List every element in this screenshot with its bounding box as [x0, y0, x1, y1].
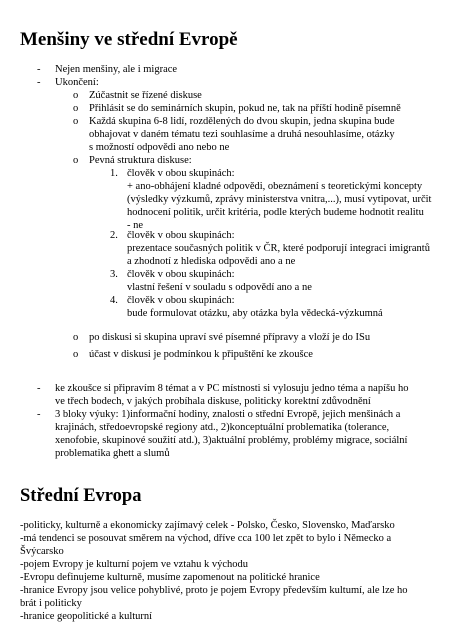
dash-marker: - — [37, 383, 41, 394]
circle-marker: o — [73, 116, 79, 127]
step-line: - ne — [127, 220, 144, 231]
bullet-zkouska-line: ve třech bodech, v jakých probíhala diskuse, politicky korektní zdůvodnění — [55, 396, 371, 407]
step-line: prezentace současných politik v ČR, které podporují integraci imigrantů — [127, 243, 430, 254]
item-prihlasit: Přihlásit se do seminárních skupin, pokud ne, tak na příští hodině písemně — [89, 103, 401, 114]
step-line: člověk v obou skupinách: — [127, 230, 235, 241]
paragraph-line: -Evropu definujeme kulturně, musíme zapomenout na politické hranice — [20, 572, 320, 583]
item-struktura: Pevná struktura diskuse: — [89, 155, 192, 166]
item-skupina-line: Každá skupina 6-8 lidí, rozdělených do dvou skupin, jedna skupina bude — [89, 116, 395, 127]
bullet-bloky-line: problematika ghett a slumů — [55, 448, 170, 459]
circle-marker: o — [73, 332, 79, 343]
bullet-migrace: Nejen menšiny, ale i migrace — [55, 64, 178, 75]
step-line: člověk v obou skupinách: — [127, 168, 235, 179]
circle-marker: o — [73, 349, 79, 360]
bullet-bloky-line: 3 bloky výuky: 1)informační hodiny, znalosti o střední Evropě, jejich menšinách a — [55, 409, 401, 420]
paragraph-line: -hranice geopolitické a kulturní — [20, 611, 153, 622]
item-skupina-line: obhajovat v daném tématu tezi souhlasíme a druhá nesouhlasíme, otázky — [89, 129, 395, 140]
step-line: hodnocení politik, určit kritéria, podle kterých budeme hodnotit realitu — [127, 207, 424, 218]
dash-marker: - — [37, 77, 41, 88]
bullet-zkouska-line: ke zkoušce si připravím 8 témat a v PC místnosti si vylosuju jedno téma a napíšu ho — [55, 383, 409, 394]
dash-marker: - — [37, 409, 41, 420]
bullet-bloky-line: krajinách, středoevropské regiony atd., 2)konceptuální problematika (tolerance, — [55, 422, 390, 433]
paragraph-line: -pojem Evropy je kulturní pojem ve vztahu k východu — [20, 559, 249, 570]
step-line: člověk v obou skupinách: — [127, 269, 235, 280]
paragraph-line: brát i politicky — [20, 598, 82, 609]
paragraph-line: Švýcarsko — [20, 546, 64, 557]
step-line: a zhodnotí z hlediska odpovědi ano a ne — [127, 256, 296, 267]
section-title-mensiny: Menšiny ve střední Evropě — [20, 29, 238, 50]
step-number: 2. — [110, 230, 118, 241]
circle-marker: o — [73, 103, 79, 114]
step-line: vlastní řešení v souladu s odpovědí ano a ne — [127, 282, 312, 293]
step-line: člověk v obou skupinách: — [127, 295, 235, 306]
circle-marker: o — [73, 155, 79, 166]
bullet-bloky-line: xenofobie, skupinové soužití atd.), 3)aktuální problémy, problémy migrace, sociální — [55, 435, 408, 446]
paragraph-line: -politicky, kulturně a ekonomicky zajímavý celek - Polsko, Česko, Slovensko, Maďarsko — [20, 520, 395, 531]
paragraph-line: -hranice Evropy jsou velice pohyblivé, proto je pojem Evropy především kultumí, ale lze ho — [20, 585, 408, 596]
bullet-ukonceni: Ukončení: — [55, 77, 99, 88]
step-number: 1. — [110, 168, 118, 179]
dash-marker: - — [37, 64, 41, 75]
paragraph-line: -má tendenci se posouvat směrem na východ, dříve cca 100 let zpět to bylo i Německo a — [20, 533, 392, 544]
step-line: (výsledky výzkumů, zprávy ministerstva vnitra,...), musí vytipovat, určit — [127, 194, 432, 205]
step-number: 4. — [110, 295, 118, 306]
item-po-diskusi: po diskusi si skupina upraví své písemné přípravy a vloží je do ISu — [89, 332, 371, 343]
step-line: + ano-obhájení kladné odpovědi, obeznámení s teoretickými koncepty — [127, 181, 423, 192]
section-title-stredni-evropa: Střední Evropa — [20, 486, 142, 506]
item-ucast: účast v diskusi je podmínkou k připuštění ke zkoušce — [89, 349, 313, 360]
item-zucastnit: Zúčastnit se řízené diskuse — [89, 90, 202, 101]
circle-marker: o — [73, 90, 79, 101]
item-skupina-line: s možností odpovědi ano nebo ne — [89, 142, 230, 153]
step-line: bude formulovat otázku, aby otázka byla vědecká-výzkumná — [127, 308, 383, 319]
step-number: 3. — [110, 269, 118, 280]
